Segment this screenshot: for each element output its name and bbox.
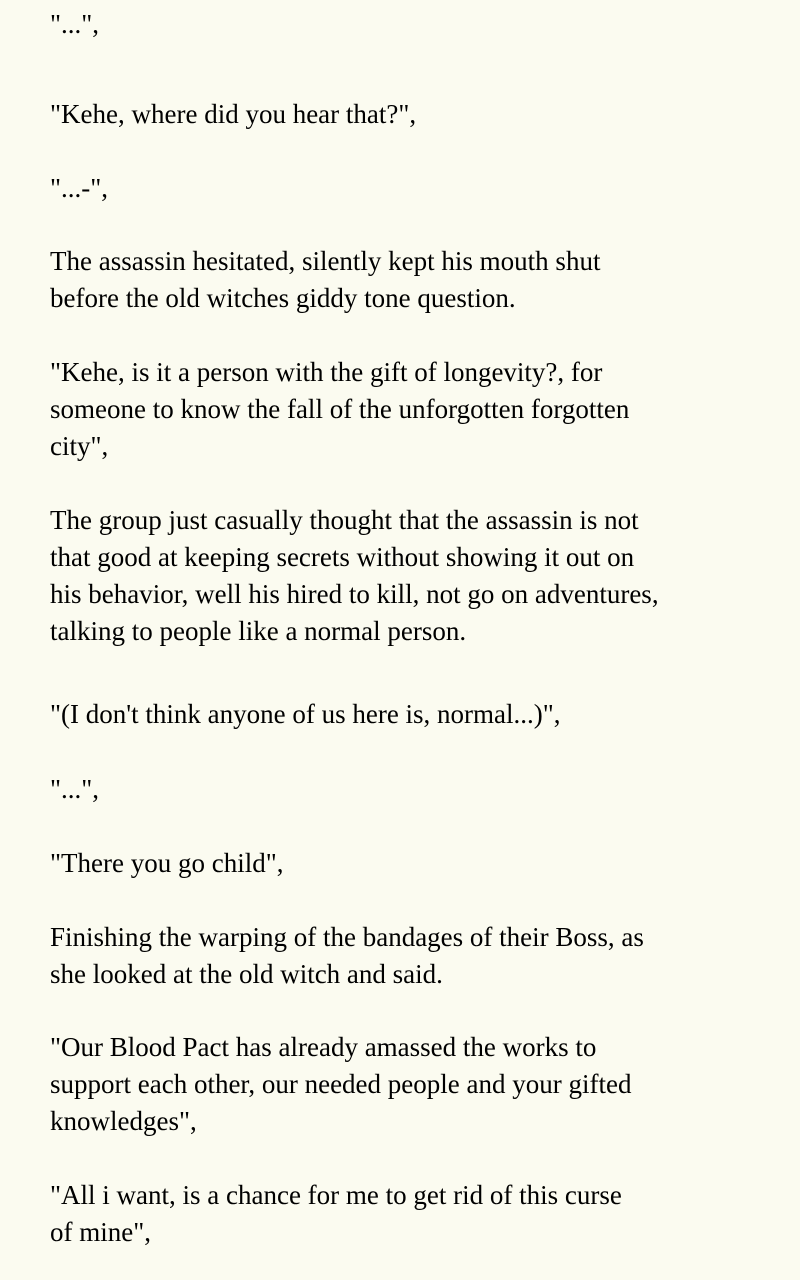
paragraph-9 — [50, 845, 770, 882]
text-line: of mine", — [50, 1217, 151, 1247]
paragraph-8 — [50, 771, 770, 808]
text-line: The group just casually thought that the assassin is not — [50, 505, 639, 535]
text-line: city", — [50, 431, 109, 461]
text-line: talking to people like a normal person. — [50, 616, 467, 646]
paragraph-4 — [50, 243, 770, 317]
paragraph-3 — [50, 170, 770, 207]
text-line: "...", — [50, 9, 100, 39]
text-line: "All i want, is a chance for me to get rid of this curse — [50, 1180, 622, 1210]
text-line: "...-", — [50, 173, 109, 203]
text-line: she looked at the old witch and said. — [50, 959, 443, 989]
text-line: someone to know the fall of the unforgotten forgotten — [50, 394, 630, 424]
text-line: The assassin hesitated, silently kept his mouth shut — [50, 246, 601, 276]
text-line: his behavior, well his hired to kill, not go on adventures, — [50, 579, 659, 609]
paragraph-11 — [50, 1029, 770, 1140]
paragraph-2 — [50, 96, 770, 133]
text-line: support each other, our needed people and your gifted — [50, 1069, 632, 1099]
text-line: that good at keeping secrets without showing it out on — [50, 542, 635, 572]
paragraph-12 — [50, 1177, 770, 1251]
paragraph-7 — [50, 696, 770, 733]
text-line: "Our Blood Pact has already amassed the works to — [50, 1032, 597, 1062]
text-line: knowledges", — [50, 1106, 197, 1136]
text-line: "(I don't think anyone of us here is, normal...)", — [50, 699, 561, 729]
paragraph-6 — [50, 502, 770, 650]
text-line: "Kehe, is it a person with the gift of longevity?, for — [50, 357, 603, 387]
text-line: "There you go child", — [50, 848, 284, 878]
text-line: "Kehe, where did you hear that?", — [50, 99, 417, 129]
text-line: "...", — [50, 774, 100, 804]
text-line: Finishing the warping of the bandages of their Boss, as — [50, 922, 644, 952]
paragraph-10 — [50, 919, 770, 993]
paragraph-5 — [50, 354, 770, 465]
text-line: before the old witches giddy tone question. — [50, 283, 516, 313]
paragraph-1 — [50, 6, 770, 43]
